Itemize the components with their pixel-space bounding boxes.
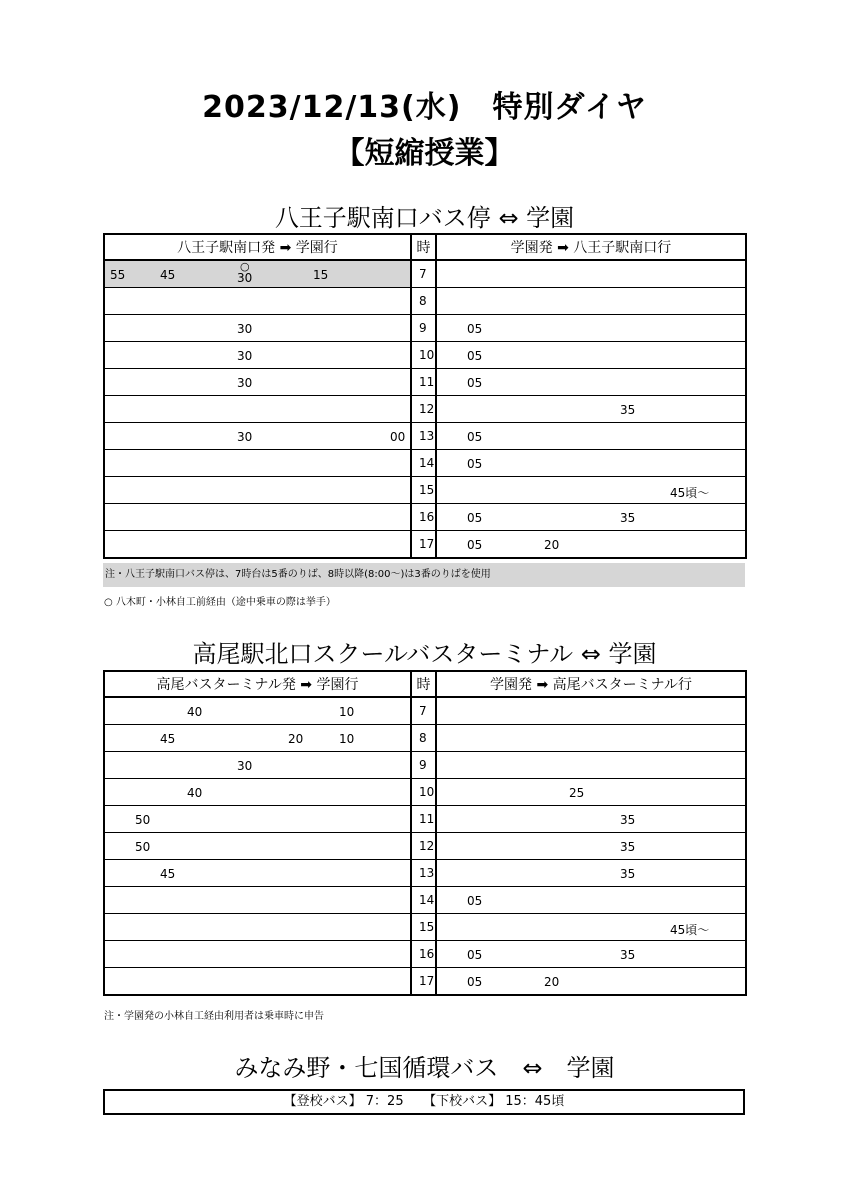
return-time: 20 bbox=[544, 975, 560, 989]
table-row bbox=[104, 504, 746, 531]
loop-bus-times: 【登校バス】 7：25 【下校バス】 15：45頃 bbox=[103, 1089, 745, 1115]
return-time: 35 bbox=[620, 813, 636, 827]
departure-cell bbox=[104, 779, 411, 806]
departure-time: 50 bbox=[135, 813, 151, 827]
hour-cell: 10 bbox=[411, 779, 436, 806]
departure-cell bbox=[104, 941, 411, 968]
return-cell bbox=[436, 288, 746, 315]
return-time: 35 bbox=[620, 840, 636, 854]
table-row bbox=[104, 752, 746, 779]
table-row bbox=[104, 477, 746, 504]
return-cell bbox=[436, 423, 746, 450]
return-cell bbox=[436, 806, 746, 833]
table-row bbox=[104, 887, 746, 914]
page-subtitle: 【短縮授業】 bbox=[334, 136, 515, 171]
return-time: 05 bbox=[467, 948, 483, 962]
return-time: 20 bbox=[544, 538, 560, 552]
note-bus-stop: 注・八王子駅南口バス停は、7時台は5番のりば、8時以降(8:00～)は3番のりばを使用 bbox=[103, 563, 745, 587]
hour-cell: 16 bbox=[411, 941, 436, 968]
return-time: 05 bbox=[467, 894, 483, 908]
departure-time: 30 bbox=[237, 271, 253, 285]
return-time: 05 bbox=[467, 511, 483, 525]
hour-cell: 7 bbox=[411, 260, 436, 288]
departure-time: 30 bbox=[237, 759, 253, 773]
table-row bbox=[104, 806, 746, 833]
return-cell bbox=[436, 396, 746, 423]
hour-cell: 12 bbox=[411, 396, 436, 423]
hour-cell: 9 bbox=[411, 752, 436, 779]
departure-time: 30 bbox=[237, 349, 253, 363]
departure-cell bbox=[104, 260, 411, 288]
departure-cell bbox=[104, 396, 411, 423]
hour-cell: 8 bbox=[411, 725, 436, 752]
table-row bbox=[104, 260, 746, 288]
departure-time: 40 bbox=[187, 786, 203, 800]
return-time: 45頃～ bbox=[670, 486, 710, 500]
return-time: 05 bbox=[467, 975, 483, 989]
return-cell bbox=[436, 342, 746, 369]
departure-cell bbox=[104, 450, 411, 477]
return-cell bbox=[436, 779, 746, 806]
return-cell bbox=[436, 531, 746, 559]
hour-cell: 7 bbox=[411, 697, 436, 725]
departure-cell bbox=[104, 752, 411, 779]
return-cell bbox=[436, 914, 746, 941]
return-cell bbox=[436, 833, 746, 860]
return-cell bbox=[436, 887, 746, 914]
departure-cell bbox=[104, 725, 411, 752]
hour-cell: 16 bbox=[411, 504, 436, 531]
departure-cell bbox=[104, 914, 411, 941]
departure-time: 50 bbox=[135, 840, 151, 854]
table-row bbox=[104, 342, 746, 369]
departure-time: 10 bbox=[339, 705, 355, 719]
departure-time: 10 bbox=[339, 732, 355, 746]
hour-cell: 11 bbox=[411, 369, 436, 396]
timetable-hachioji bbox=[103, 233, 747, 559]
page-title: 2023/12/13(水) 特別ダイヤ bbox=[202, 90, 647, 125]
return-cell bbox=[436, 260, 746, 288]
departure-cell bbox=[104, 860, 411, 887]
hour-cell: 10 bbox=[411, 342, 436, 369]
hour-cell: 14 bbox=[411, 887, 436, 914]
departure-cell bbox=[104, 504, 411, 531]
return-cell bbox=[436, 968, 746, 996]
header-right: 学園発 ➡ 高尾バスターミナル行 bbox=[436, 671, 746, 697]
return-time: 35 bbox=[620, 867, 636, 881]
departure-cell bbox=[104, 697, 411, 725]
return-time: 05 bbox=[467, 430, 483, 444]
departure-time: 00 bbox=[390, 430, 406, 444]
table-row bbox=[104, 450, 746, 477]
return-cell bbox=[436, 725, 746, 752]
return-time: 35 bbox=[620, 511, 636, 525]
hour-cell: 17 bbox=[411, 531, 436, 559]
note-takao: 注・学園発の小林自工経由利用者は乗車時に申告 bbox=[104, 1011, 324, 1022]
departure-cell bbox=[104, 806, 411, 833]
departure-cell bbox=[104, 288, 411, 315]
table-row bbox=[104, 914, 746, 941]
section2-title: 高尾駅北口スクールバスターミナル ⇔ 学園 bbox=[192, 640, 657, 668]
departure-cell bbox=[104, 369, 411, 396]
return-cell bbox=[436, 752, 746, 779]
hour-cell: 13 bbox=[411, 423, 436, 450]
return-time: 35 bbox=[620, 948, 636, 962]
return-time: 05 bbox=[467, 349, 483, 363]
hour-cell: 12 bbox=[411, 833, 436, 860]
return-cell bbox=[436, 477, 746, 504]
return-time: 45頃～ bbox=[670, 923, 710, 937]
hour-cell: 15 bbox=[411, 477, 436, 504]
table-row bbox=[104, 369, 746, 396]
table-row bbox=[104, 968, 746, 996]
section1-title: 八王子駅南口バス停 ⇔ 学園 bbox=[274, 204, 575, 232]
table-row bbox=[104, 288, 746, 315]
departure-cell bbox=[104, 531, 411, 559]
table-row bbox=[104, 423, 746, 450]
table-row bbox=[104, 315, 746, 342]
header-right: 学園発 ➡ 八王子駅南口行 bbox=[436, 234, 746, 260]
table-row bbox=[104, 833, 746, 860]
return-cell bbox=[436, 315, 746, 342]
table-row bbox=[104, 697, 746, 725]
departure-time: 45 bbox=[160, 268, 176, 282]
departure-cell bbox=[104, 315, 411, 342]
departure-time: 55 bbox=[110, 268, 126, 282]
departure-time: 30 bbox=[237, 430, 253, 444]
header-hour: 時 bbox=[411, 671, 436, 697]
hour-cell: 13 bbox=[411, 860, 436, 887]
departure-time: 30 bbox=[237, 376, 253, 390]
table-row bbox=[104, 531, 746, 559]
section3-title: みなみ野・七国循環バス ⇔ 学園 bbox=[234, 1054, 615, 1082]
hour-cell: 11 bbox=[411, 806, 436, 833]
return-time: 25 bbox=[569, 786, 585, 800]
departure-time: 45 bbox=[160, 867, 176, 881]
note-route: ○ 八木町・小林自工前経由（途中乗車の際は挙手） bbox=[104, 597, 336, 608]
return-cell bbox=[436, 860, 746, 887]
via-marker: ○ bbox=[240, 260, 250, 273]
departure-time: 30 bbox=[237, 322, 253, 336]
departure-cell bbox=[104, 423, 411, 450]
return-cell bbox=[436, 450, 746, 477]
table-row bbox=[104, 860, 746, 887]
header-left: 高尾バスターミナル発 ➡ 学園行 bbox=[104, 671, 411, 697]
return-time: 05 bbox=[467, 457, 483, 471]
departure-cell bbox=[104, 833, 411, 860]
return-time: 05 bbox=[467, 538, 483, 552]
departure-time: 40 bbox=[187, 705, 203, 719]
departure-cell bbox=[104, 968, 411, 996]
departure-cell bbox=[104, 887, 411, 914]
departure-time: 45 bbox=[160, 732, 176, 746]
table-row bbox=[104, 941, 746, 968]
hour-cell: 15 bbox=[411, 914, 436, 941]
return-time: 05 bbox=[467, 322, 483, 336]
hour-cell: 14 bbox=[411, 450, 436, 477]
hour-cell: 17 bbox=[411, 968, 436, 996]
timetable-takao bbox=[103, 670, 747, 996]
table-row bbox=[104, 779, 746, 806]
return-time: 35 bbox=[620, 403, 636, 417]
return-time: 05 bbox=[467, 376, 483, 390]
return-cell bbox=[436, 697, 746, 725]
return-cell bbox=[436, 369, 746, 396]
table-row bbox=[104, 396, 746, 423]
header-left: 八王子駅南口発 ➡ 学園行 bbox=[104, 234, 411, 260]
departure-cell bbox=[104, 477, 411, 504]
departure-cell bbox=[104, 342, 411, 369]
header-hour: 時 bbox=[411, 234, 436, 260]
table-row bbox=[104, 725, 746, 752]
hour-cell: 8 bbox=[411, 288, 436, 315]
departure-time: 20 bbox=[288, 732, 304, 746]
departure-time: 15 bbox=[313, 268, 329, 282]
hour-cell: 9 bbox=[411, 315, 436, 342]
return-cell bbox=[436, 504, 746, 531]
return-cell bbox=[436, 941, 746, 968]
